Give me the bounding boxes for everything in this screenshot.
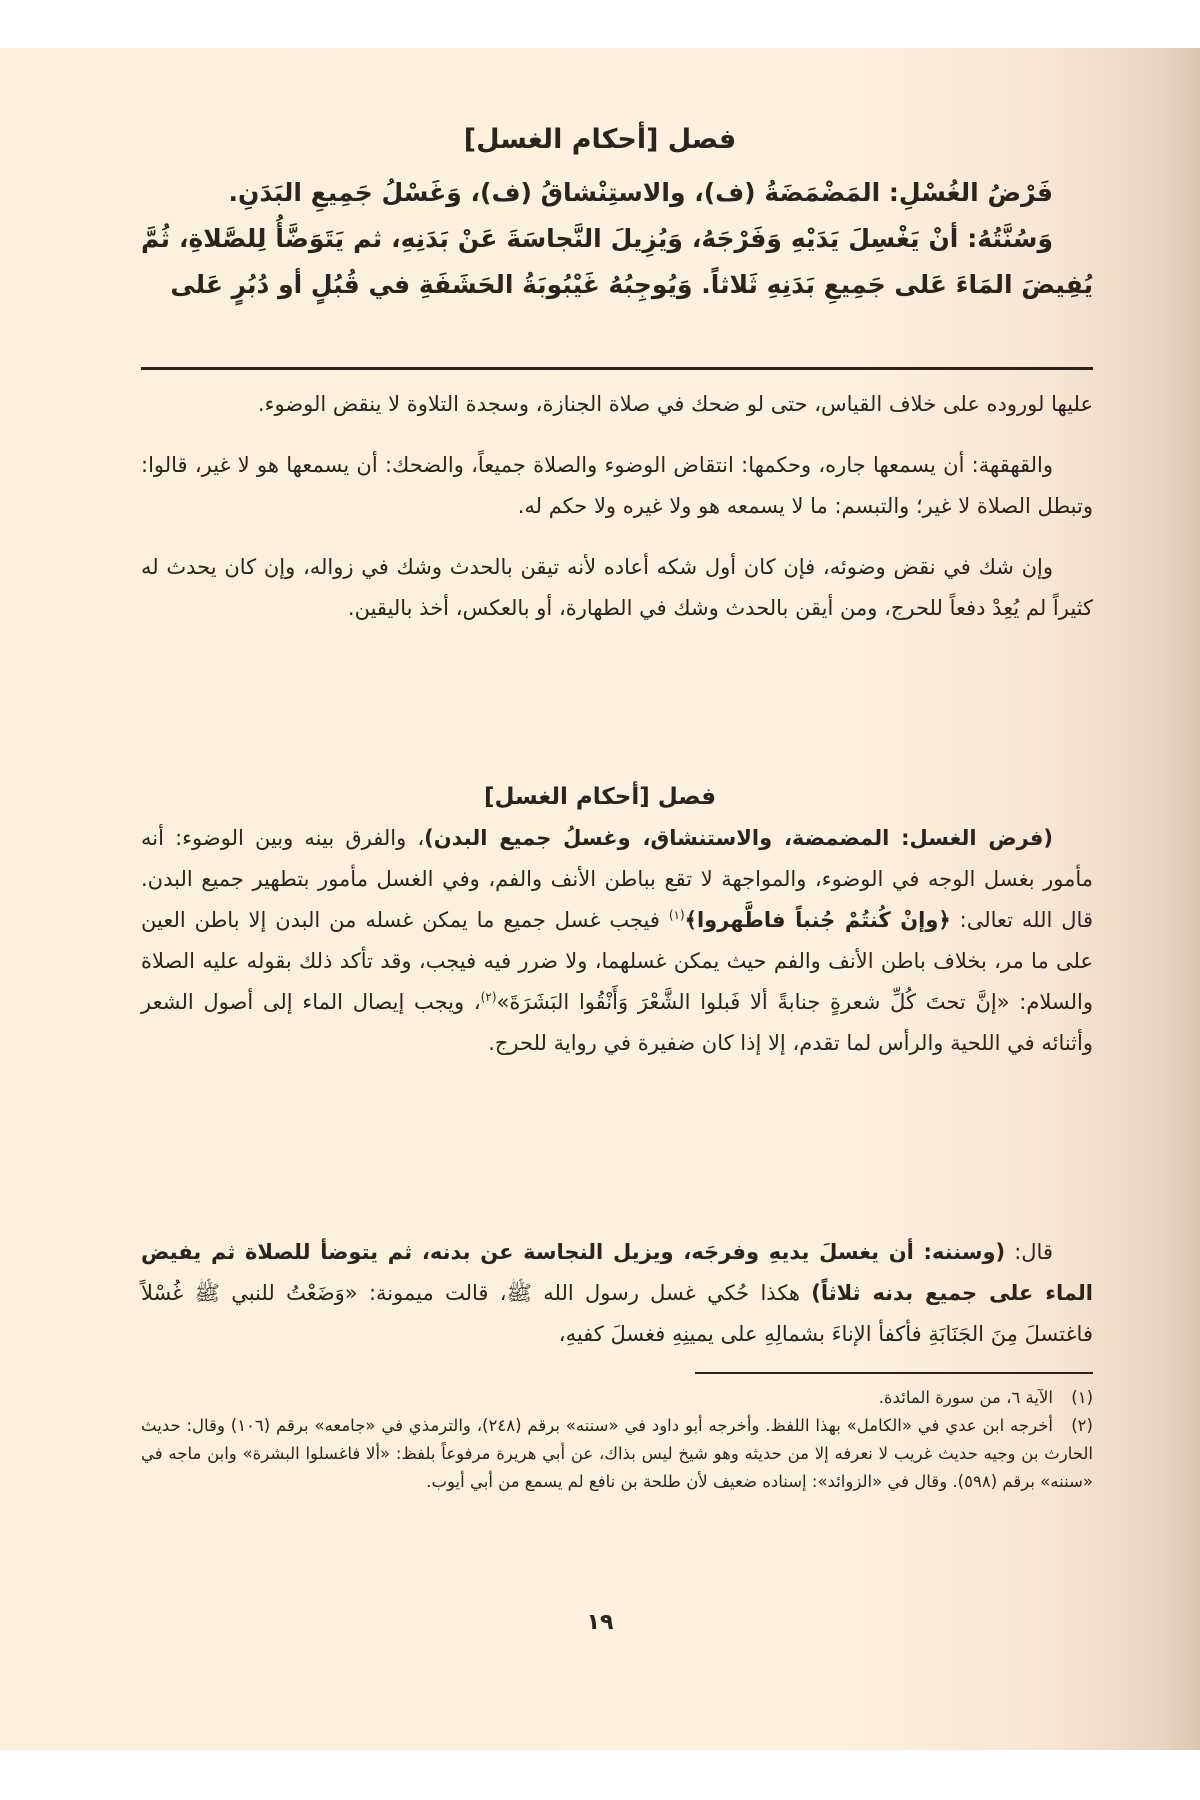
footnote-2	[141, 1412, 1093, 1496]
matn-line-fard: فَرْضُ الغُسْلِ: المَضْمَضَةُ (ف)، والاستِنْشاقُ (ف)، وَغَسْلُ جَمِيعِ البَدَنِ.	[228, 178, 1053, 207]
page-number: ١٩	[586, 1610, 614, 1635]
footnote-number: (١)	[1071, 1388, 1093, 1407]
footnote-ref-1[interactable]: (١)	[668, 908, 685, 922]
footnote-1	[141, 1384, 1093, 1412]
sharh-block-3	[141, 1232, 1093, 1355]
sharh-block-2	[141, 818, 1093, 1064]
sharh-block-1	[141, 384, 1093, 629]
hadith-quote: «إنَّ تحتَ كُلِّ شعرةٍ جنابةً ألا فَبلوا الشَّعْرَ وَأَنْقُوا البَشَرَةَ»	[496, 990, 1010, 1014]
sharh-text: قال:	[1005, 1240, 1053, 1264]
sharh-paragraph: وإن شك في نقض وضوئه، فإن كان أول شكه أعاده لأنه تيقن بالحدث وشك في زواله، وإن كان يحدث له كثيراً لم يُعِدْ دفعاً للحرج، ومن أيقن بالحدث وشك في الطهارة، أو بالعكس، أخذ باليقين.	[141, 555, 1093, 620]
quoted-matn: (وسننه: أن يغسلَ يديهِ وفرجَه، ويزيل النجاسة عن بدنه، ثم يتوضأ للصلاة ثم يفيض الماء على جميع بدنه ثلاثاً)	[141, 1240, 1093, 1305]
sharh-section-title: فصل [أحكام الغسل]	[483, 784, 717, 810]
sharh-paragraph	[141, 818, 1093, 1064]
quran-verse: ﴿وإنْ كُنتُمْ جُنباً فاطَّهروا﴾	[684, 908, 951, 932]
matn-sharh-divider	[141, 367, 1093, 370]
footnote-divider	[695, 1372, 1093, 1374]
footnote-text: الآية ٦، من سورة المائدة.	[878, 1388, 1053, 1407]
sharh-text: ، ويجب إيصال الماء إلى أصول الشعر وأثنائه في اللحية والرأس لما تقدم، إلا إذا كان ضفيرة في رواية للحرج.	[141, 990, 1093, 1055]
matn-text	[141, 170, 1093, 308]
footnote-number: (٢)	[1071, 1416, 1093, 1435]
book-page	[0, 48, 1200, 1750]
footnote-ref-2[interactable]: (٢)	[480, 990, 497, 1004]
sharh-paragraph: والقهقهة: أن يسمعها جاره، وحكمها: انتقاض الوضوء والصلاة جميعاً، والضحك: أن يسمعها هو لا غير، قالوا: وتبطل الصلاة لا غير؛ والتبسم: ما لا يسمعه هو ولا غيره ولا حكم له.	[141, 453, 1093, 518]
sharh-text: ، والفرق بينه وبين الوضوء: أنه مأمور بغسل الوجه في الوضوء، والمواجهة لا تقع بباطن الأنف والفم، وفي الغسل مأمور بتطهير جميع البدن. قال الله تعالى:	[141, 826, 1093, 932]
matn-section-title: فصل [أحكام الغسل]	[463, 124, 737, 155]
footnote-text: أخرجه ابن عدي في «الكامل» بهذا اللفظ. وأخرجه أبو داود في «سننه» برقم (٢٤٨)، والترمذي في «جامعه» برقم (١٠٦) وقال: حديث الحارث بن وجيه حديث غريب لا نعرفه إلا من حديثه وهو شيخ ليس بذاك، عن أبي هريرة مرفوعاً بلفظ: «ألا فاغسلوا البشرة» وابن ماجه في «سننه» برقم (٥٩٨). وقال في «الزوائد»: إسناده ضعيف لأن طلحة بن نافع لم يسمع من أبي أيوب.	[141, 1416, 1093, 1491]
sharh-text: هكذا حُكي غسل رسول الله ﷺ، قالت ميمونة: «وَضَعْتُ للنبي ﷺ غُسْلاً فاغتسلَ مِنَ الجَنَابَةِ فأكفأ الإناءَ بشمالِهِ على يمينِهِ فغسلَ كفيهِ،	[141, 1281, 1093, 1346]
footnotes	[141, 1384, 1093, 1496]
sharh-text: فيجب غسل جميع ما يمكن غسله من البدن إلا باطن العين على ما مر، بخلاف باطن الأنف والفم حيث يمكن غسلهما، ولا ضرر فيه فيجب، وقد تأكد ذلك بقوله عليه الصلاة والسلام:	[141, 908, 1093, 1014]
sharh-paragraph	[141, 1232, 1093, 1355]
sharh-paragraph: عليها لوروده على خلاف القياس، حتى لو ضحك في صلاة الجنازة، وسجدة التلاوة لا ينقض الوضوء.	[257, 392, 1093, 416]
matn-line-sunan: وَسُنَّتُهُ: أنْ يَغْسِلَ يَدَيْهِ وَفَرْجَهُ، وَيُزِيلَ النَّجاسَةَ عَنْ بَدَنِهِ، ثم يَتَوَضَّأُ لِلصَّلاةِ، ثُمَّ يُفِيضَ المَاءَ عَلى جَمِيعِ بَدَنِهِ ثَلاثاً. وَيُوجِبُهُ غَيْبُوبَةُ الحَشَفَةِ في قُبُلٍ أو دُبُرٍ عَلى	[141, 224, 1093, 299]
quoted-matn: (فرض الغسل: المضمضة، والاستنشاق، وغسلُ جميع البدن)	[424, 826, 1053, 850]
